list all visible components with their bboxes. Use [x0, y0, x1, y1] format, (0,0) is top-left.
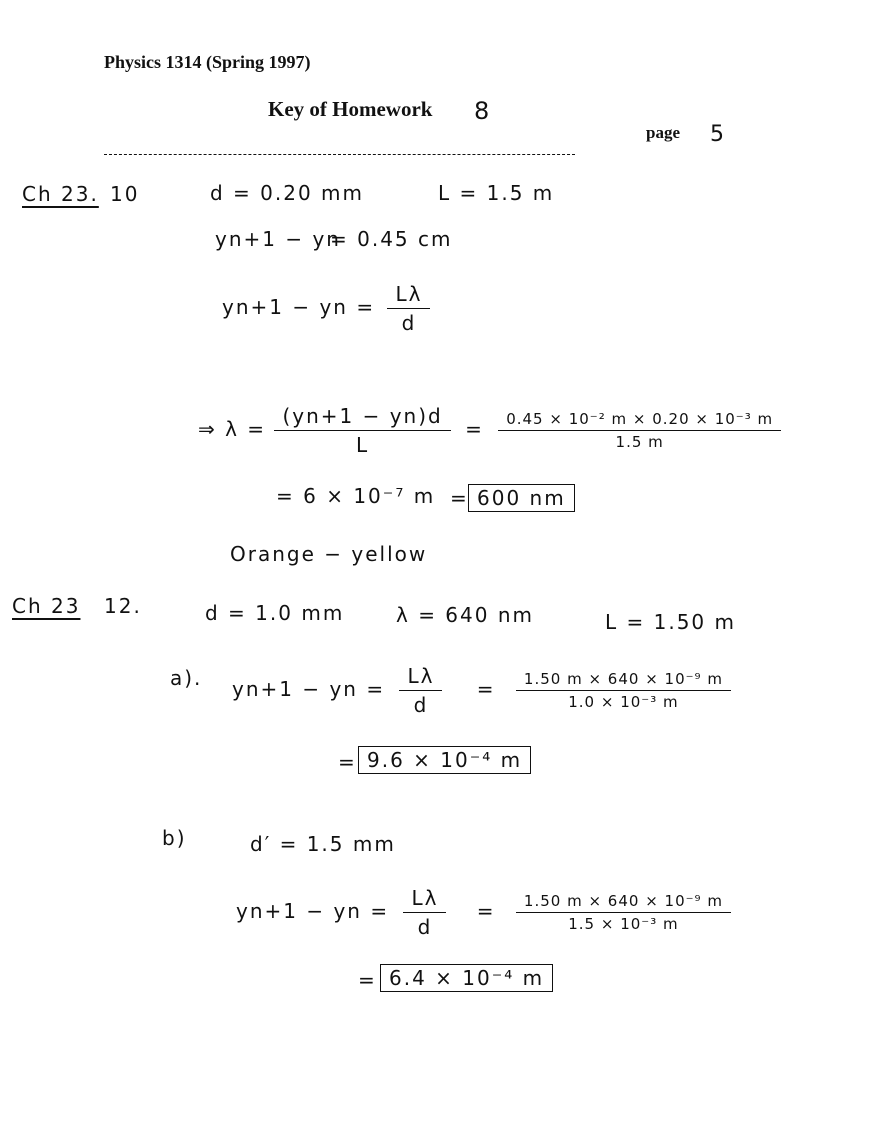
formula-1-denominator: d: [387, 308, 430, 335]
formula-1-fraction: [391, 282, 426, 335]
problem-1-number: 10: [110, 182, 140, 206]
fringe-spacing-label: yn+1 − yn: [215, 227, 341, 251]
answer-2a-box: 9.6 × 10⁻⁴ m: [358, 746, 531, 774]
part-b-calc-numerator: 1.50 m × 640 × 10⁻⁹ m: [523, 892, 723, 910]
answer-1-equals: =: [450, 486, 469, 510]
problem-1-label: Ch 23.: [22, 182, 99, 206]
part-a-label: a).: [170, 666, 203, 690]
page-label: page: [646, 123, 680, 142]
course-title: Physics 1314 (Spring 1997): [104, 52, 311, 72]
part-a-equals: =: [476, 677, 496, 701]
calculation-denominator: 1.5 m: [498, 430, 781, 451]
header-divider: [104, 154, 575, 155]
given-screen-distance-2: L = 1.50 m: [605, 610, 736, 634]
part-b-calc-denominator: 1.5 × 10⁻³ m: [516, 912, 731, 933]
part-a-fraction: [403, 664, 438, 717]
page-title: Key of Homework: [268, 97, 433, 121]
given-slit-separation-2: d = 1.0 mm: [205, 601, 345, 625]
part-a-denominator: d: [399, 690, 442, 717]
derivation-fraction: [278, 404, 446, 457]
part-b-fraction: [407, 886, 442, 939]
calculation-fraction: [502, 410, 777, 451]
derivation-numerator: (yn+1 − yn)d: [282, 404, 443, 428]
formula-1-numerator: Lλ: [395, 282, 423, 306]
part-b-given: d′ = 1.5 mm: [250, 832, 396, 856]
part-b-numerator: Lλ: [411, 886, 439, 910]
formula-1-lhs: yn+1 − yn =: [222, 295, 376, 319]
part-b-formula: [236, 886, 727, 939]
part-a-calc-denominator: 1.0 × 10⁻³ m: [516, 690, 731, 711]
part-b-label: b): [162, 826, 187, 850]
answer-2b-box: 6.4 × 10⁻⁴ m: [380, 964, 553, 992]
answer-2b-equals: =: [358, 968, 377, 992]
formula-1: [222, 282, 426, 335]
homework-number: 8: [474, 97, 492, 125]
wavelength-derivation: [198, 404, 777, 457]
part-a-numerator: Lλ: [407, 664, 435, 688]
part-b-calculation: [520, 892, 727, 933]
color-note: Orange − yellow: [230, 542, 428, 566]
answer-1-box: 600 nm: [468, 484, 575, 512]
part-a-calculation: [520, 670, 727, 711]
wavelength-result: = 6 × 10⁻⁷ m: [276, 484, 436, 508]
page-number: 5: [710, 122, 726, 147]
part-b-equals: =: [476, 899, 496, 923]
part-b-lhs: yn+1 − yn =: [236, 899, 390, 923]
derivation-denominator: L: [274, 430, 450, 457]
problem-2-number: 12.: [104, 594, 142, 618]
part-a-formula: [232, 664, 727, 717]
derivation-equals: =: [465, 417, 484, 441]
given-screen-distance: L = 1.5 m: [438, 181, 555, 205]
given-slit-separation: d = 0.20 mm: [210, 181, 365, 205]
implies-lambda: ⇒ λ =: [198, 417, 267, 441]
answer-2a-equals: =: [338, 750, 357, 774]
problem-2-label: Ch 23: [12, 594, 81, 618]
part-a-lhs: yn+1 − yn =: [232, 677, 386, 701]
calculation-numerator: 0.45 × 10⁻² m × 0.20 × 10⁻³ m: [506, 410, 774, 428]
part-a-calc-numerator: 1.50 m × 640 × 10⁻⁹ m: [523, 670, 723, 688]
part-b-denominator: d: [403, 912, 446, 939]
given-wavelength: λ = 640 nm: [396, 603, 534, 627]
fringe-spacing-value: = 0.45 cm: [330, 227, 453, 251]
